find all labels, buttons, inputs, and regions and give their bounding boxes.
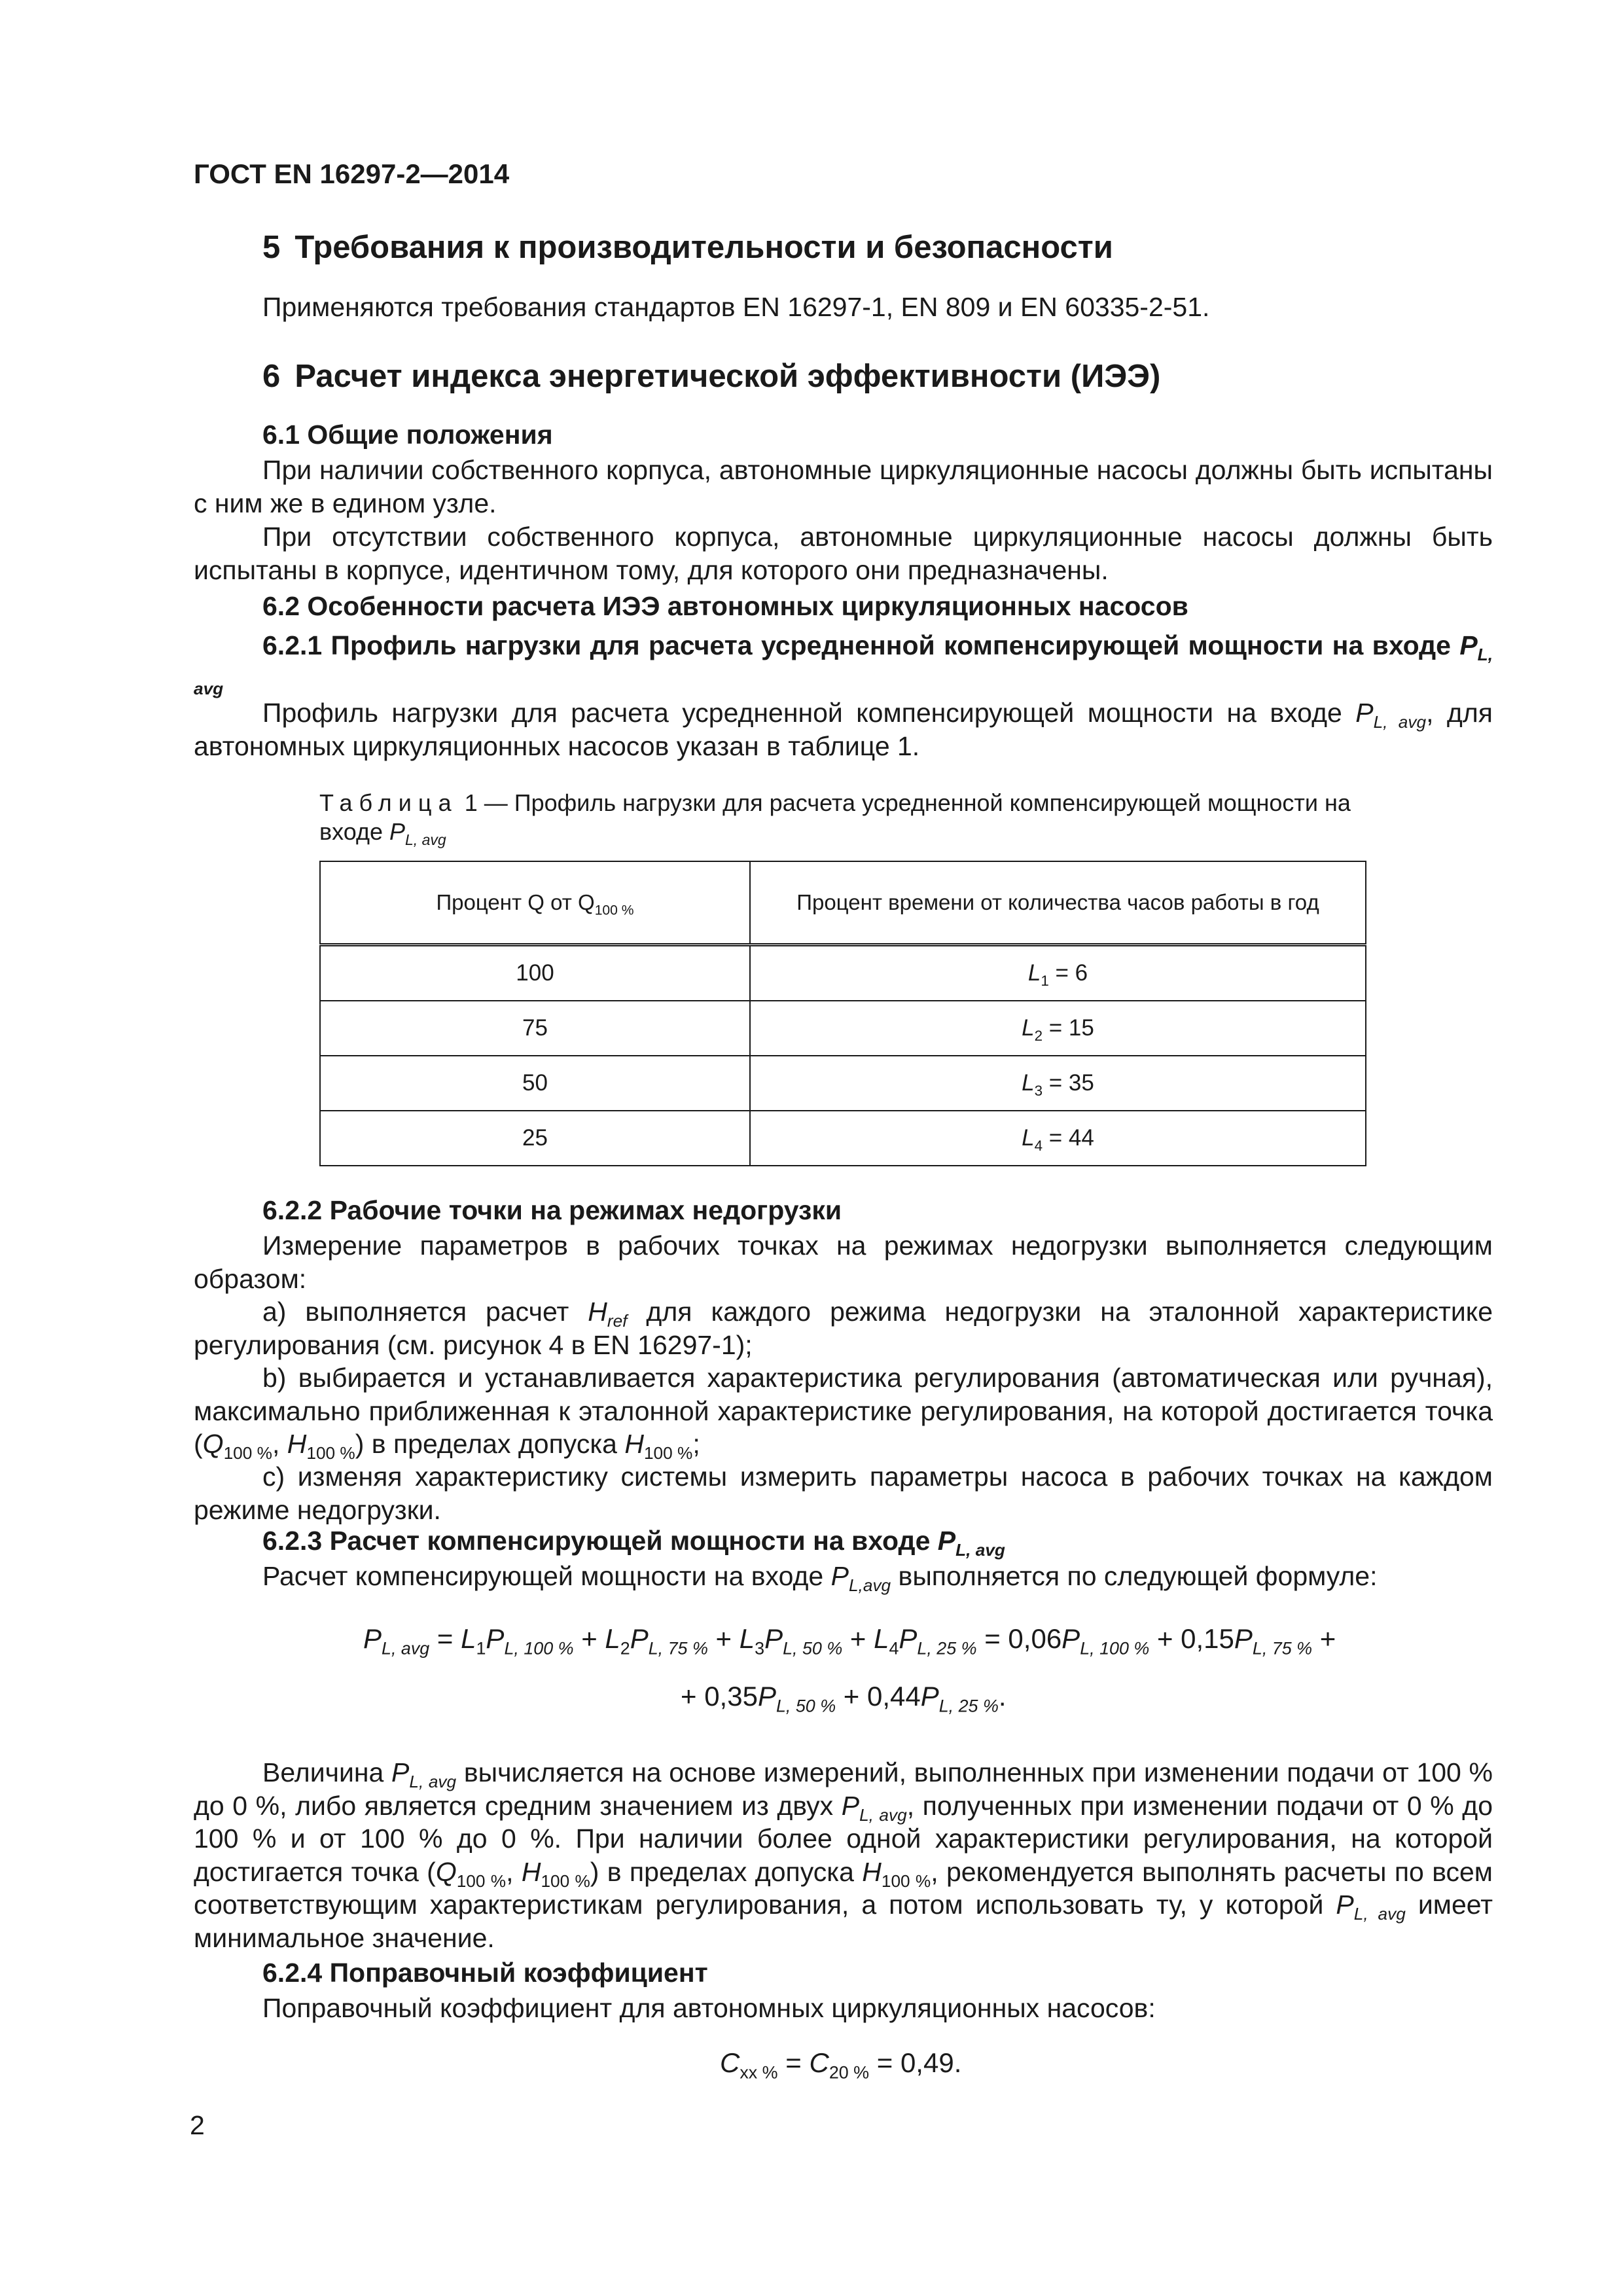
text-run: =: [777, 2047, 810, 2078]
text-run: L, 75 %: [648, 1638, 708, 1659]
text-run: ) в пределах допуска: [590, 1856, 863, 1887]
text-run: , полученных при изменении подачи от 0 % до 100 % и от 100 % до 0 %. При наличии более одной характеристики регулирования, на которой достигается точка (: [194, 1790, 1493, 1887]
table-row: [320, 1001, 1366, 1056]
text-run: Q: [435, 1856, 457, 1887]
section-title: Требования к производительности и безопасности: [294, 230, 1113, 265]
text-run: L: [874, 1623, 889, 1654]
section-title: Расчет индекса энергетической эффективности (ИЭЭ): [294, 359, 1161, 394]
text-run: 1 — Профиль нагрузки для расчета усредненной компенсирующей мощности на входе: [319, 789, 1351, 845]
text-run: = 35: [1043, 1070, 1094, 1096]
text-run: H: [588, 1297, 607, 1327]
section-number: 5: [262, 230, 281, 265]
text-run: P: [937, 1526, 956, 1556]
text-run: L: [1022, 1070, 1035, 1096]
text-run: .: [998, 1681, 1007, 1712]
text-run: L, 100 %: [504, 1638, 574, 1659]
text-run: +: [707, 1623, 740, 1654]
text-run: L, 100 %: [1080, 1638, 1150, 1659]
text-run: , для автономных циркуляционных насосов указан в таблице 1.: [194, 698, 1493, 761]
text-run: Q: [202, 1429, 224, 1459]
table-caption-text: [319, 789, 1351, 849]
text-run: L, avg: [382, 1638, 430, 1659]
text-run: ,: [272, 1429, 287, 1459]
text-run: L, 50 %: [783, 1638, 843, 1659]
text-run: ref: [607, 1311, 628, 1331]
subsection-6-2-1-heading: [194, 628, 1493, 699]
text-run: 100 %: [643, 1443, 693, 1463]
text-run: 4: [1034, 1137, 1043, 1154]
text-run: P: [757, 1681, 776, 1712]
text-run: 2: [1034, 1027, 1043, 1044]
text-run: P: [486, 1623, 505, 1654]
text-run: ;: [692, 1429, 700, 1459]
table-body: [320, 945, 1366, 1166]
text-run: Процент Q от Q: [436, 890, 595, 914]
cell-percent-time: [750, 945, 1366, 1001]
subsection-6-1-heading: 6.1 Общие положения: [262, 420, 553, 450]
text-run: P: [389, 818, 405, 845]
formula-line-1: [363, 1623, 1336, 1659]
table-row: [320, 1111, 1366, 1166]
document-header: ГОСТ EN 16297-2—2014: [194, 158, 510, 189]
text-run: ,: [506, 1856, 522, 1887]
text-run: P: [1459, 630, 1478, 660]
text-run: L: [461, 1623, 476, 1654]
list-item-c: c) изменяя характеристику системы измерить параметры насоса в рабочих точках на каждом режиме недогрузки.: [194, 1462, 1493, 1525]
section-5-heading: [262, 229, 1113, 266]
text-run: L, 75 %: [1252, 1638, 1313, 1659]
text-run: L: [605, 1623, 620, 1654]
table-header-row: [320, 861, 1366, 945]
text-run: P: [630, 1623, 649, 1654]
text-run: L, avg: [955, 1540, 1005, 1560]
text-run: P: [1355, 698, 1374, 728]
text-run: P: [1336, 1890, 1354, 1920]
text-run: вычисляется на основе измерений, выполненных при изменении подачи от 100 % до 0 %, либо является средним значением из двух: [194, 1757, 1493, 1821]
column-header-percent-q: [320, 861, 750, 945]
text-run: Расчет компенсирующей мощности на входе: [262, 1561, 831, 1591]
text-run: C: [720, 2047, 740, 2078]
text-run: 100 %: [456, 1871, 507, 1891]
paragraph: Измерение параметров в рабочих точках на режимах недогрузки выполняется следующим образом:: [194, 1230, 1493, 1294]
text-run: + 0,15: [1149, 1623, 1234, 1654]
cell-percent-q: 75: [320, 1001, 750, 1056]
text-run: Профиль нагрузки для расчета усредненной компенсирующей мощности на входе: [262, 698, 1356, 728]
table-row: [320, 1056, 1366, 1111]
text-run: 6.2.1 Профиль нагрузки для расчета усредненной компенсирующей мощности на входе: [262, 630, 1460, 660]
cell-percent-time: [750, 1056, 1366, 1111]
text-run: 2: [620, 1638, 630, 1659]
text-run: L, avg: [1353, 1904, 1406, 1924]
text-run: P: [920, 1681, 939, 1712]
text-run: 3: [1034, 1082, 1043, 1099]
text-run: P: [363, 1623, 382, 1654]
text-run: 100 %: [223, 1443, 272, 1463]
paragraph: [194, 1560, 1493, 1596]
text-run: L, 25 %: [917, 1638, 977, 1659]
paragraph: [194, 696, 1493, 762]
text-run: выполняется по следующей формуле:: [891, 1561, 1378, 1591]
section-5-text: Применяются требования стандартов EN 16297-1, EN 809 и EN 60335-2-51.: [262, 292, 1210, 322]
cell-percent-time: [750, 1111, 1366, 1166]
section-6-heading: [262, 358, 1160, 395]
text-run: 3: [755, 1638, 765, 1659]
text-run: P: [1234, 1623, 1253, 1654]
cell-percent-q: 50: [320, 1056, 750, 1111]
text-run: = 0,49.: [869, 2047, 962, 2078]
text-run: = 0,06: [976, 1623, 1062, 1654]
text-run: +: [1312, 1623, 1336, 1654]
text-run: a) выполняется расчет: [262, 1297, 588, 1327]
text-run: P: [764, 1623, 783, 1654]
text-run: =: [429, 1623, 461, 1654]
text-run: имеет минимальное значение.: [194, 1890, 1493, 1953]
formula-line-2: [681, 1681, 1007, 1716]
text-run: P: [899, 1623, 918, 1654]
cell-percent-q: 25: [320, 1111, 750, 1166]
text-run: 20 %: [829, 2062, 870, 2083]
text-run: H: [862, 1856, 882, 1887]
text-run: L: [1022, 1125, 1035, 1151]
table-row: [320, 945, 1366, 1001]
page-number: 2: [190, 2110, 205, 2140]
paragraph: При отсутствии собственного корпуса, автономные циркуляционные насосы должны быть испытаны в корпусе, идентичном тому, для которого они предназначены.: [194, 522, 1493, 585]
text-run: = 44: [1043, 1125, 1094, 1151]
cell-percent-time: [750, 1001, 1366, 1056]
text-run: 100 %: [594, 903, 634, 918]
section-number: 6: [262, 359, 281, 394]
formula-correction-factor: [720, 2047, 962, 2083]
subsection-6-2-3-heading: [194, 1525, 1493, 1560]
table-caption-label: Таблица: [319, 789, 458, 816]
text-run: для каждого режима недогрузки на эталонной характеристике регулирования (см. рисунок 4 в EN 16297-1);: [194, 1297, 1493, 1360]
text-run: = 6: [1048, 960, 1088, 986]
text-run: xx %: [740, 2062, 778, 2083]
list-item-a: [194, 1295, 1493, 1361]
text-run: L, avg: [859, 1804, 907, 1825]
subsection-6-2-heading: 6.2 Особенности расчета ИЭЭ автономных циркуляционных насосов: [262, 591, 1188, 621]
text-run: P: [391, 1757, 410, 1787]
text-run: , рекомендуется выполнять расчеты по всем соответствующим характеристикам регулирования, а потом использовать ту, у которой: [194, 1856, 1493, 1920]
text-run: P: [830, 1561, 849, 1591]
text-run: P: [841, 1790, 860, 1821]
text-run: L: [739, 1623, 755, 1654]
text-run: 6.2.3 Расчет компенсирующей мощности на входе: [262, 1526, 938, 1556]
text-run: +: [842, 1623, 874, 1654]
load-profile-table: [319, 861, 1366, 1166]
list-item-b: [194, 1361, 1493, 1461]
text-run: L, 50 %: [776, 1696, 836, 1716]
text-run: 100 %: [881, 1871, 931, 1891]
text-run: L: [1022, 1015, 1035, 1041]
text-run: H: [624, 1429, 644, 1459]
text-run: 100 %: [541, 1871, 590, 1891]
text-run: P: [1061, 1623, 1080, 1654]
text-run: C: [809, 2047, 829, 2078]
text-run: ) в пределах допуска: [355, 1429, 625, 1459]
text-run: b) выбирается и устанавливается характеристика регулирования (автоматическая или ручная), максимально приближенная к эталонной характеристике регулирования, на которой достигается точка (: [194, 1363, 1493, 1459]
text-run: 4: [889, 1638, 899, 1659]
paragraph: Поправочный коэффициент для автономных циркуляционных насосов:: [262, 1993, 1156, 2023]
column-header-percent-time: Процент времени от количества часов работы в год: [750, 861, 1366, 945]
text-run: H: [287, 1429, 307, 1459]
text-run: 100 %: [306, 1443, 355, 1463]
paragraph: При наличии собственного корпуса, автономные циркуляционные насосы должны быть испытаны с ним же в едином узле.: [194, 455, 1493, 518]
subsection-6-2-4-heading: 6.2.4 Поправочный коэффициент: [262, 1958, 708, 1988]
table-caption: [319, 789, 1366, 849]
text-run: + 0,35: [681, 1681, 758, 1712]
text-run: L,avg: [848, 1575, 891, 1596]
text-run: 1: [476, 1638, 486, 1659]
text-run: +: [573, 1623, 605, 1654]
text-run: 1: [1041, 972, 1049, 989]
text-run: L, 25 %: [938, 1696, 999, 1716]
text-run: L, avg: [405, 831, 446, 849]
text-run: L, avg: [1373, 712, 1427, 732]
text-run: Величина: [262, 1757, 392, 1787]
text-run: L: [1027, 960, 1041, 986]
text-run: = 15: [1043, 1015, 1094, 1041]
paragraph: [194, 1756, 1493, 1954]
subsection-6-2-2-heading: 6.2.2 Рабочие точки на режимах недогрузки: [262, 1195, 842, 1225]
text-run: + 0,44: [836, 1681, 921, 1712]
text-run: L, avg: [194, 645, 1493, 699]
cell-percent-q: 100: [320, 945, 750, 1001]
text-run: L, avg: [409, 1772, 457, 1792]
text-run: H: [521, 1856, 541, 1887]
